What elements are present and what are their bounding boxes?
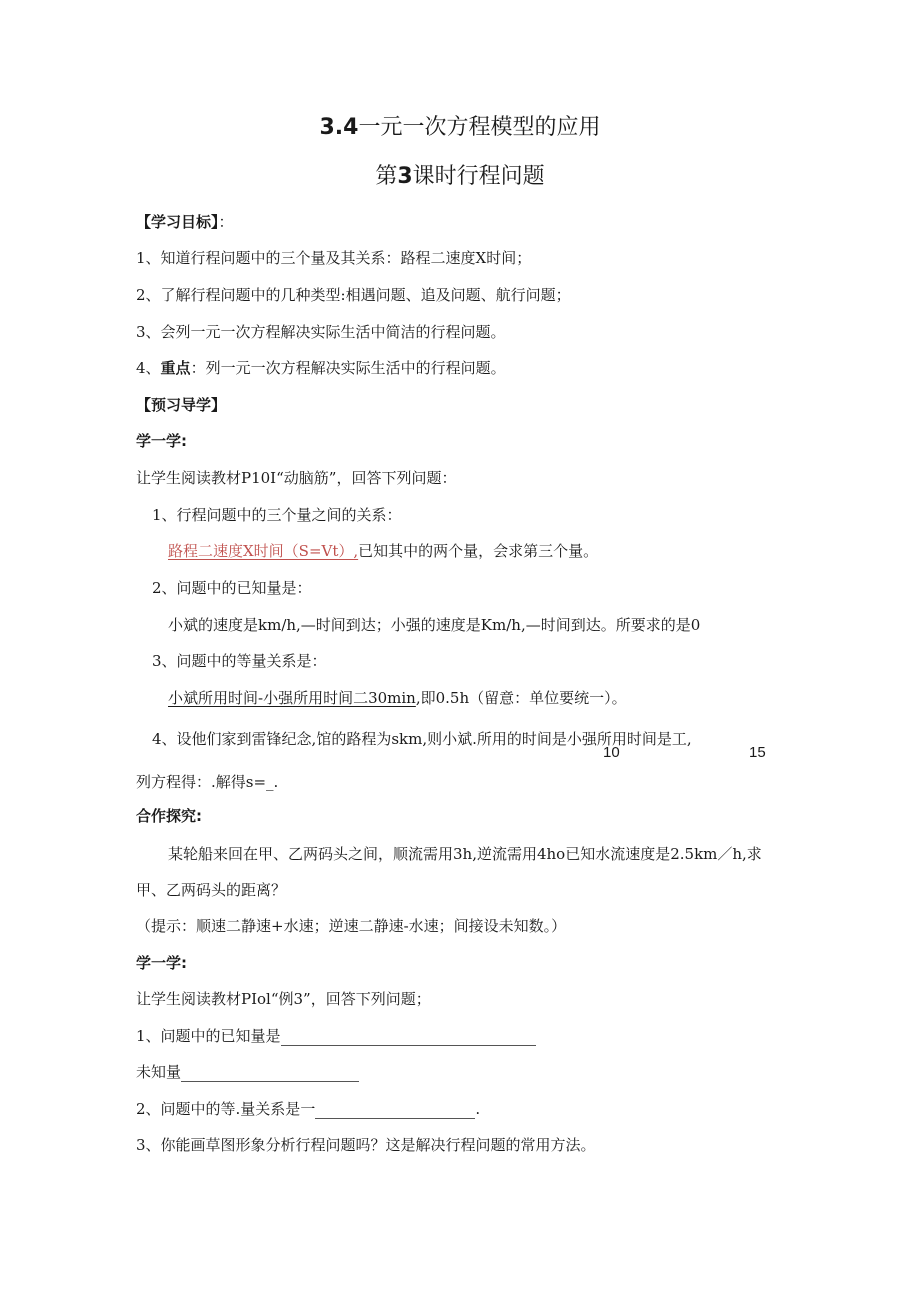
learn2-question-3: 3、你能画草图形象分析行程问题吗？这是解决行程问题的常用方法。	[136, 1136, 596, 1154]
question-2: 2、问题中的已知量是：	[152, 579, 312, 597]
goal-item-4: 4、重点：列一元一次方程解决实际生活中的行程问题。	[136, 359, 506, 377]
question-3-answer: 小斌所用时间-小强所用时间二30min,即0.5h（留意：单位要统一）。	[168, 689, 627, 707]
known-blank[interactable]	[281, 1029, 536, 1046]
explore-problem-line-2: 甲、乙两码头的距离？	[136, 881, 287, 899]
learn2-question-1: 1、问题中的已知量是	[136, 1026, 536, 1046]
question-1: 1、行程问题中的三个量之间的关系：	[152, 506, 402, 524]
goal-item-3: 3、会列一元一次方程解决实际生活中简洁的行程问题。	[136, 323, 506, 341]
goal-item-1: 1、知道行程问题中的三个量及其关系：路程二速度X时间；	[136, 249, 532, 267]
relation-blank[interactable]	[315, 1102, 475, 1119]
equation-line: 列方程得：.解得s=_.	[136, 773, 279, 791]
learn2-intro: 让学生阅读教材PIol“例3”，回答下列问题；	[136, 990, 431, 1008]
question-4: 4、设他们家到雷锋纪念,馆的路程为skm,则小斌.所用的时间是小强所用时间是工,	[152, 730, 692, 748]
fraction-denominator-10: 10	[603, 744, 620, 761]
question-3: 3、问题中的等量关系是：	[152, 652, 327, 670]
preview-heading: 【预习导学】	[136, 396, 227, 414]
learn-heading-2: 学一学:	[136, 954, 187, 972]
goal-item-2: 2、了解行程问题中的几种类型:相遇问题、追及问题、航行问题；	[136, 286, 571, 304]
explore-heading: 合作探究:	[136, 807, 202, 825]
question-2-answer: 小斌的速度是km/h,—时间到达；小强的速度是Km/h,—时间到达。所要求的是0	[168, 616, 701, 634]
learn2-question-2: 2、问题中的等.量关系是一 .	[136, 1100, 481, 1118]
preview-intro: 让学生阅读教材P10I“动脑筋”，回答下列问题：	[136, 469, 457, 487]
fraction-denominator-15: 15	[749, 744, 766, 761]
unknown-blank[interactable]	[181, 1065, 359, 1082]
page-subtitle: 第3课时行程问题	[375, 164, 545, 189]
goals-heading: 【学习目标】：	[136, 213, 234, 231]
explore-problem-line-1: 某轮船来回在甲、乙两码头之间，顺流需用3h,逆流需用4ho已知水流速度是2.5km／h,求	[168, 845, 762, 863]
learn2-unknown: 未知量	[136, 1062, 359, 1082]
explore-hint: （提示：顺速二静速+水速；逆速二静速-水速；间接设未知数。）	[136, 917, 567, 935]
question-1-answer: 路程二速度X时间（S=Vt）,已知其中的两个量，会求第三个量。	[168, 542, 599, 560]
learn-heading-1: 学一学:	[136, 432, 187, 450]
page-title: 3.4一元一次方程模型的应用	[319, 115, 601, 140]
